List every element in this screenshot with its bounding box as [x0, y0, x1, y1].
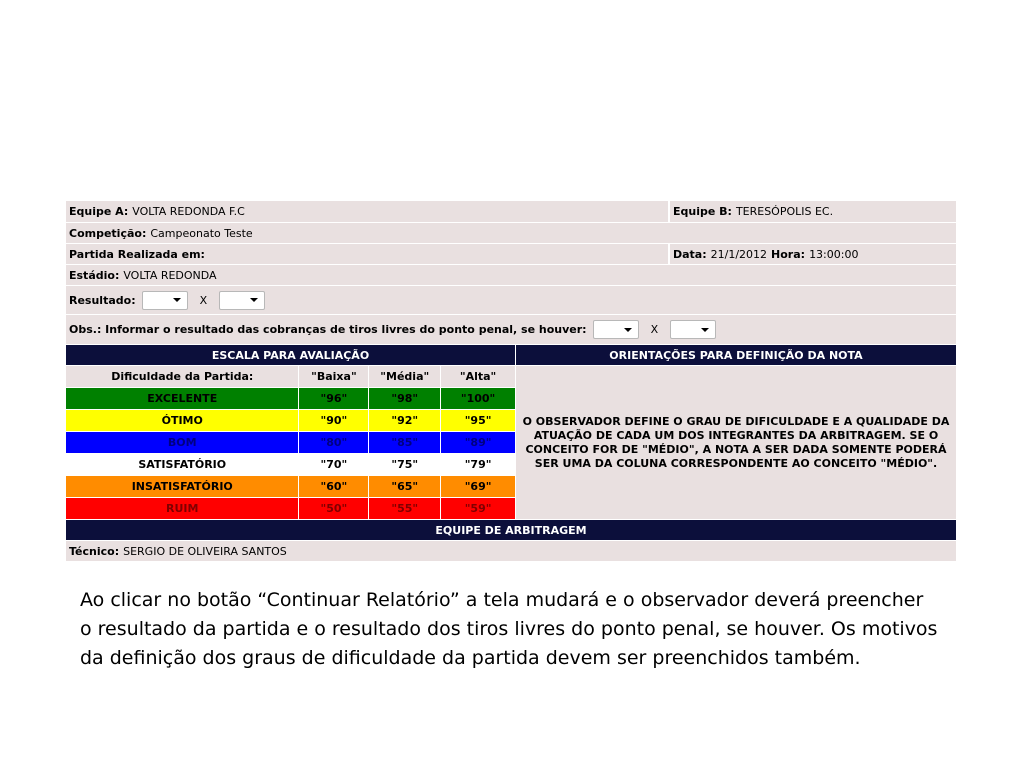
high-value: "59"	[441, 498, 515, 519]
grade-label: INSATISFATÓRIO	[66, 476, 298, 497]
low-value: "60"	[299, 476, 368, 497]
referee-team-header: EQUIPE DE ARBITRAGEM	[66, 520, 956, 540]
low-value: "96"	[299, 388, 368, 409]
result-separator: X	[199, 293, 208, 307]
competition-row	[66, 223, 956, 243]
team-b-penalty-select[interactable]	[670, 320, 716, 339]
grade-label: ÓTIMO	[66, 410, 298, 431]
medium-value: "75"	[369, 454, 440, 475]
grade-label: SATISFATÓRIO	[66, 454, 298, 475]
dropdown-arrow-icon	[173, 298, 181, 302]
date-time-cell	[670, 244, 956, 264]
time-value: 13:00:00	[809, 247, 859, 261]
stadium-label: Estádio:	[69, 268, 120, 282]
low-value: "50"	[299, 498, 368, 519]
high-value: "89"	[441, 432, 515, 453]
high-value: "100"	[441, 388, 515, 409]
date-label: Data:	[673, 247, 707, 261]
dropdown-arrow-icon	[624, 328, 632, 332]
result-cell	[66, 286, 956, 314]
referee-team-header-row	[66, 520, 956, 540]
difficulty-column-header: Dificuldade da Partida:	[66, 366, 298, 387]
orientation-panel	[516, 345, 956, 520]
scale-row	[66, 388, 515, 409]
medium-value: "92"	[369, 410, 440, 431]
low-column-header: "Baixa"	[299, 366, 368, 387]
match-report-form	[66, 201, 956, 561]
team-a-penalty-select[interactable]	[593, 320, 639, 339]
medium-value: "98"	[369, 388, 440, 409]
evaluation-scale	[66, 345, 515, 520]
high-value: "69"	[441, 476, 515, 497]
medium-column-header: "Média"	[369, 366, 440, 387]
team-b-label: Equipe B:	[673, 205, 732, 218]
result-row	[66, 286, 956, 314]
competition-cell	[66, 223, 956, 243]
slide-caption: Ao clicar no botão “Continuar Relatório” a tela mudará e o observador deverá preencher o resultado da partida e o resultado dos tiros livres do ponto penal, se houver. Os motivos da definição dos graus de dificuldade da partida devem ser preenchidos também.	[80, 589, 938, 669]
grade-label: BOM	[66, 432, 298, 453]
scale-row	[66, 498, 515, 519]
team-a-value: VOLTA REDONDA F.C	[132, 205, 245, 218]
dropdown-arrow-icon	[250, 298, 258, 302]
scale-rows	[66, 388, 515, 519]
penalty-row	[66, 315, 956, 344]
stadium-row	[66, 265, 956, 285]
stadium-cell	[66, 265, 956, 285]
technician-label: Técnico:	[69, 544, 120, 558]
orientation-header: ORIENTAÇÕES PARA DEFINIÇÃO DA NOTA	[516, 345, 956, 365]
scale-row	[66, 476, 515, 497]
high-column-header: "Alta"	[441, 366, 515, 387]
low-value: "70"	[299, 454, 368, 475]
grade-label: EXCELENTE	[66, 388, 298, 409]
scale-row	[66, 432, 515, 453]
competition-label: Competição:	[69, 226, 147, 240]
scale-row	[66, 410, 515, 431]
orientation-text: O OBSERVADOR DEFINE O GRAU DE DIFICULDADE E A QUALIDADE DA ATUAÇÃO DE CADA UM DOS INTEGRANTES DA ARBITRAGEM. SE O CONCEITO FOR DE "MÉDIO", A NOTA A SER DADA SOMENTE PODERÁ SER UMA DA COLUNA CORRESPONDENTE AO CONCEITO "MÉDIO".	[516, 366, 956, 519]
technician-row	[66, 541, 956, 561]
technician-value: SERGIO DE OLIVEIRA SANTOS	[123, 544, 287, 558]
low-value: "90"	[299, 410, 368, 431]
scale-row	[66, 454, 515, 475]
grade-label: RUIM	[66, 498, 298, 519]
medium-value: "85"	[369, 432, 440, 453]
teams-row	[66, 201, 956, 222]
team-a-score-select[interactable]	[142, 291, 188, 310]
time-label: Hora:	[771, 247, 806, 261]
date-value: 21/1/2012	[710, 247, 768, 261]
played-label: Partida Realizada em:	[69, 247, 205, 261]
played-cell	[66, 244, 668, 264]
scale-header: ESCALA PARA AVALIAÇÃO	[66, 345, 515, 365]
medium-value: "65"	[369, 476, 440, 497]
date-row	[66, 244, 956, 264]
penalty-obs-label: Obs.: Informar o resultado das cobranças de tiros livres do ponto penal, se houver:	[69, 323, 587, 336]
team-a-label: Equipe A:	[69, 205, 129, 218]
dropdown-arrow-icon	[701, 328, 709, 332]
scale-columns-row	[66, 366, 515, 387]
high-value: "95"	[441, 410, 515, 431]
team-b-score-select[interactable]	[219, 291, 265, 310]
penalty-cell	[66, 315, 956, 344]
evaluation-section	[66, 345, 956, 520]
low-value: "80"	[299, 432, 368, 453]
team-a-cell	[66, 201, 668, 222]
medium-value: "55"	[369, 498, 440, 519]
stadium-value: VOLTA REDONDA	[123, 268, 217, 282]
technician-cell	[66, 541, 956, 561]
penalty-separator: X	[650, 323, 659, 336]
result-label: Resultado:	[69, 293, 136, 307]
team-b-cell	[670, 201, 956, 222]
competition-value: Campeonato Teste	[150, 226, 253, 240]
high-value: "79"	[441, 454, 515, 475]
team-b-value: TERESÓPOLIS EC.	[735, 205, 834, 218]
